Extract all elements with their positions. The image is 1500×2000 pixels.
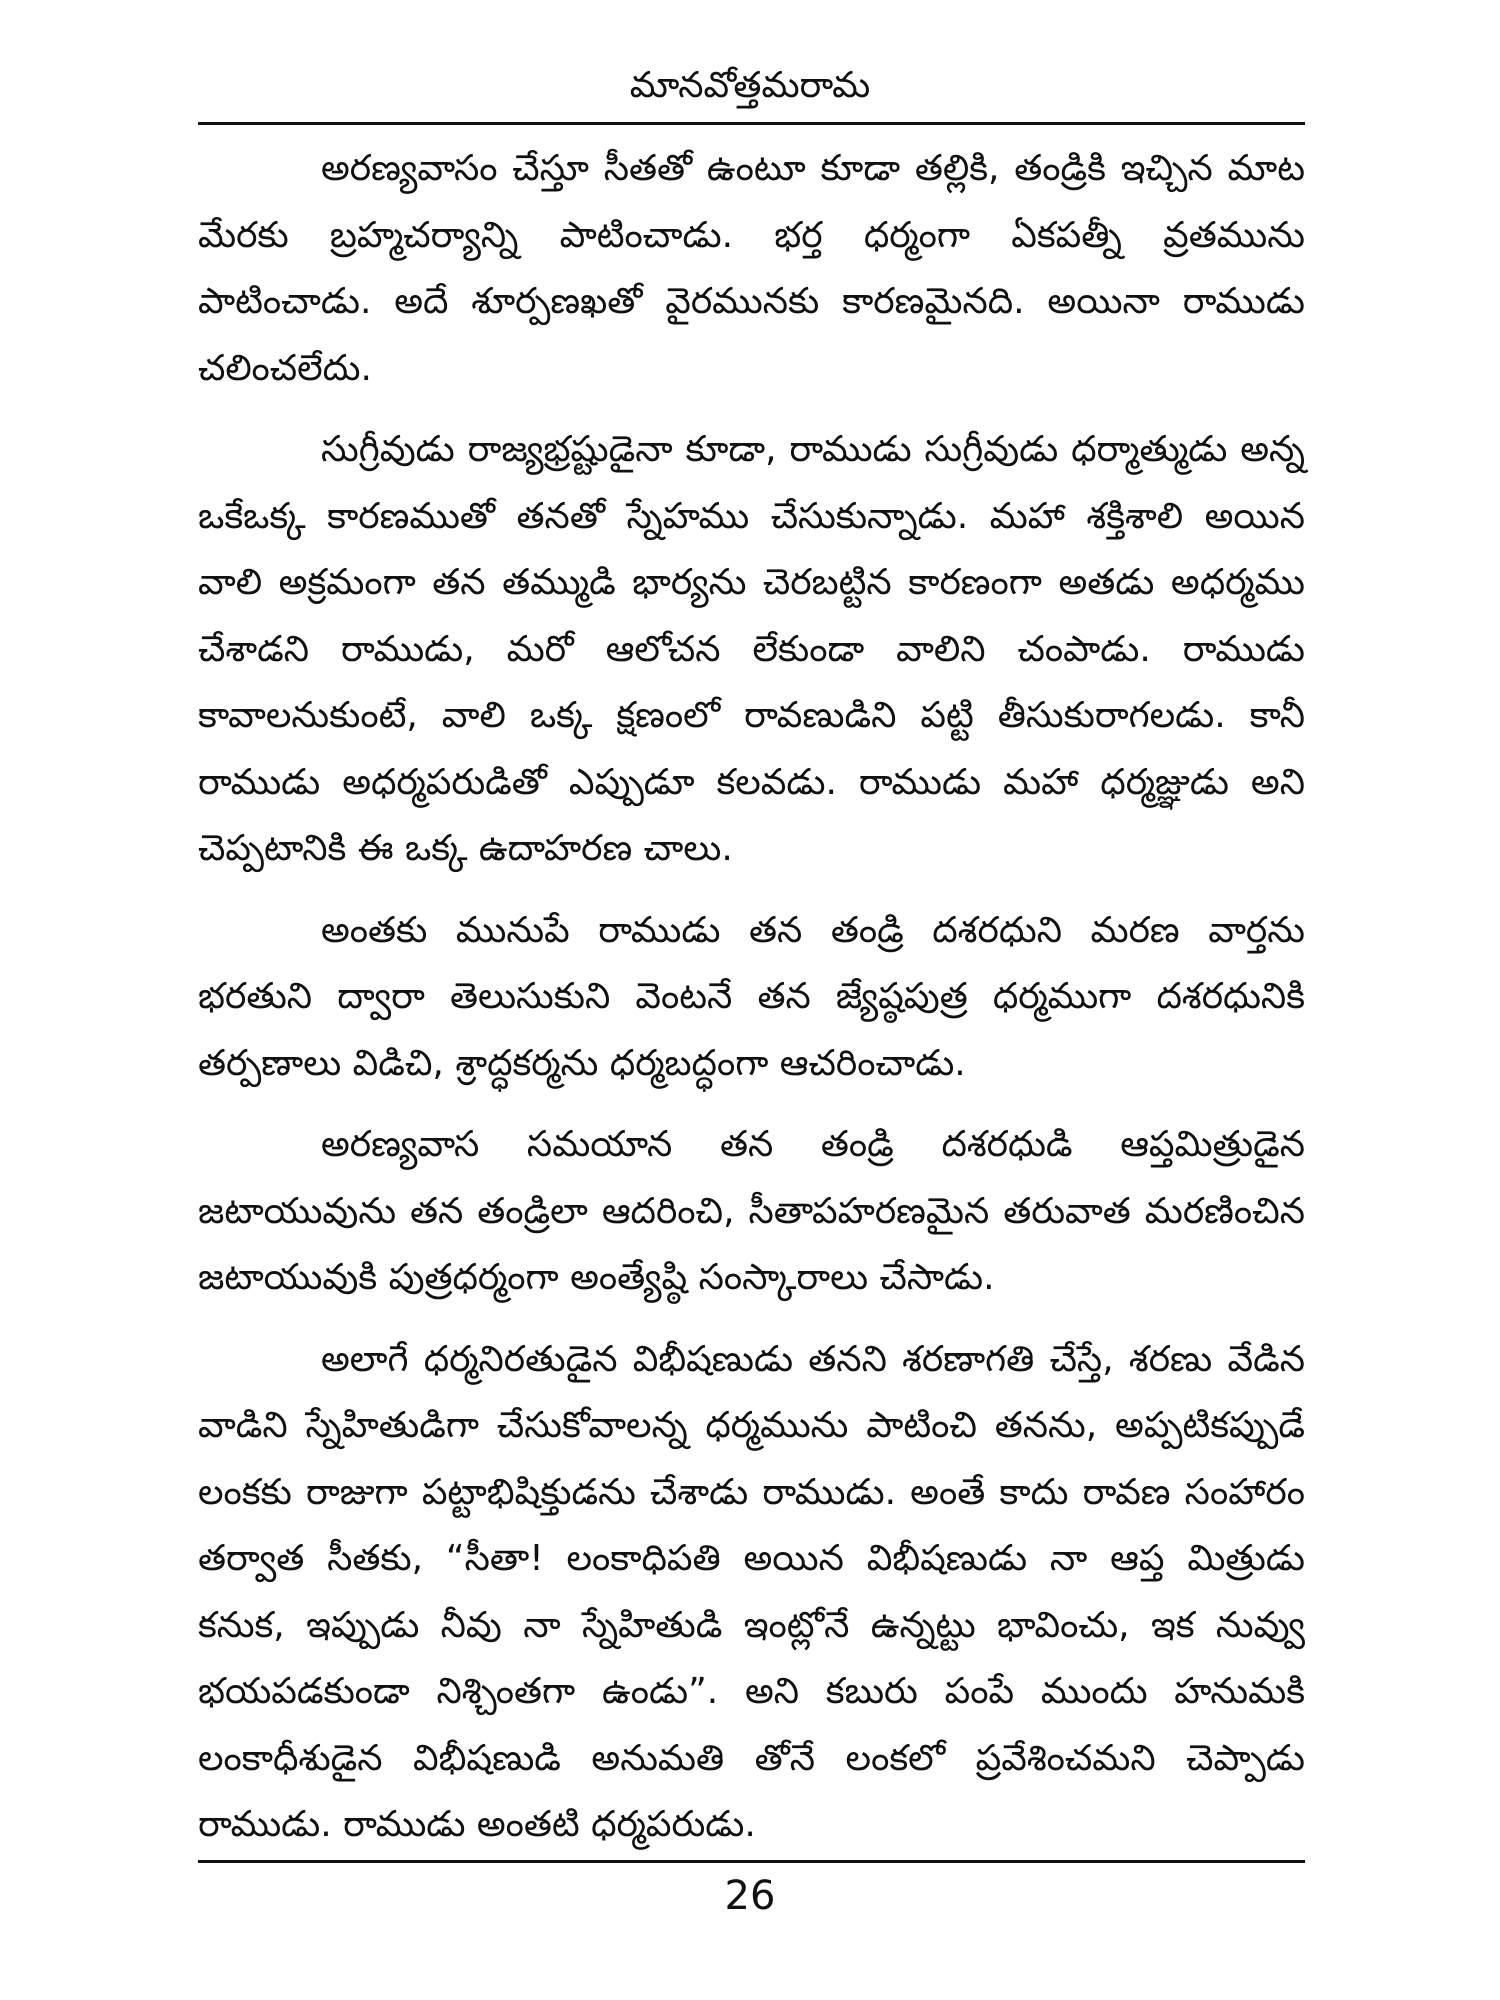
header-rule <box>198 122 1305 125</box>
running-header: మానవోత్తమరామ <box>629 65 871 106</box>
body-text <box>198 136 1305 1874</box>
paragraph: అలాగే ధర్మనిరతుడైన విభీషణుడు తనని శరణాగతి చేస్తే, శరణు వేడిన వాడిని స్నేహితుడిగా చేసుకోవాలన్న ధర్మమును పాటించి తనను, అప్పటికప్పుడే లంకకు రాజుగా పట్టాభిషిక్తుడను చేశాడు రాముడు. అంతే కాదు రావణ సంహారం తర్వాత సీతకు, “సీతా! లంకాధిపతి అయిన విభీషణుడు నా ఆప్త మిత్రుడు కనుక, ఇప్పుడు నీవు నా స్నేహితుడి ఇంట్లోనే ఉన్నట్టు భావించు, ఇక నువ్వు భయపడకుండా నిశ్చింతగా ఉండు”. అని కబురు పంపే ముందు హనుమకి లంకాధీశుడైన విభీషణుడి అనుమతి తోనే లంకలో ప్రవేశించమని చెప్పాడు రాముడు. రాముడు అంతటి ధర్మపరుడు. <box>198 1338 1305 1845</box>
page-number: 26 <box>724 1873 776 1919</box>
paragraph: అంతకు మునుపే రాముడు తన తండ్రి దశరధుని మరణ వార్తను భరతుని ద్వారా తెలుసుకుని వెంటనే తన జ్యేష్ఠపుత్ర ధర్మముగా దశరధునికి తర్పణాలు విడిచి, శ్రాద్ధకర్మను ధర్మబద్ధంగా ఆచరించాడు. <box>198 909 1305 1084</box>
paragraph: సుగ్రీవుడు రాజ్యభ్రష్టుడైనా కూడా, రాముడు సుగ్రీవుడు ధర్మాత్ముడు అన్న ఒకేఒక్క కారణముతో తనతో స్నేహము చేసుకున్నాడు. మహా శక్తిశాలి అయిన వాలి అక్రమంగా తన తమ్ముడి భార్యను చెరబట్టిన కారణంగా అతడు అధర్మము చేశాడని రాముడు, మరో ఆలోచన లేకుండా వాలిని చంపాడు. రాముడు కావాలనుకుంటే, వాలి ఒక్క క్షణంలో రావణుడిని పట్టి తీసుకురాగలడు. కానీ రాముడు అధర్మపరుడితో ఎప్పుడూ కలవడు. రాముడు మహా ధర్మజ్ఞుడు అని చెప్పటానికి ఈ ఒక్క ఉదాహరణ చాలు. <box>198 429 1305 869</box>
paragraph: అరణ్యవాసం చేస్తూ సీతతో ఉంటూ కూడా తల్లికి, తండ్రికి ఇచ్చిన మాట మేరకు బ్రహ్మచర్యాన్ని పాటించాడు. భర్త ధర్మంగా ఏకపత్నీ వ్రతమును పాటించాడు. అదే శూర్పణఖతో వైరమునకు కారణమైనది. అయినా రాముడు చలించలేదు. <box>198 148 1305 389</box>
footer-rule <box>198 1860 1305 1863</box>
paragraph: అరణ్యవాస సమయాన తన తండ్రి దశరధుడి ఆప్తమిత్రుడైన జటాయువును తన తండ్రిలా ఆదరించి, సీతాపహరణమైన తరువాత మరణించిన జటాయువుకి పుత్రధర్మంగా అంత్యేష్ఠి సంస్కారాలు చేసాడు. <box>198 1124 1305 1298</box>
